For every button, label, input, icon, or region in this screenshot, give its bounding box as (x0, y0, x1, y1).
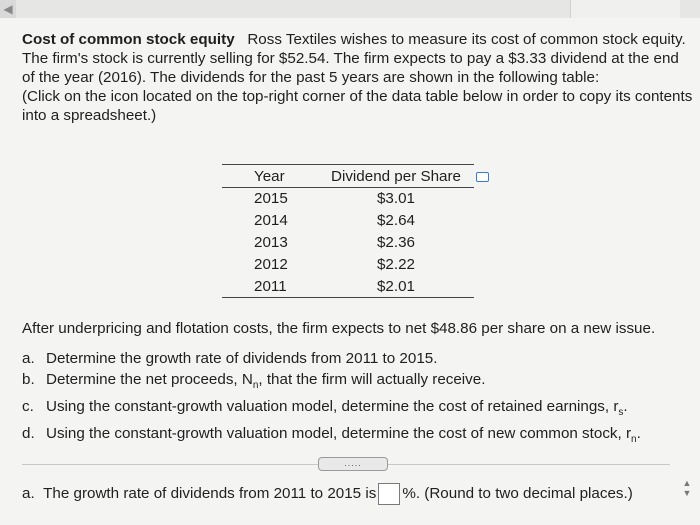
question-c (22, 396, 641, 423)
question-label: d. (22, 425, 35, 443)
answer-text-pre: The growth rate of dividends from 2011 to 2015 is (43, 485, 377, 503)
cell-dividend: $2.22 (376, 256, 415, 273)
intro-text: Ross Textiles wishes to measure its cost of common stock equity. The firm's stock is currently selling for $52.54. The firm expects to pay a $3.33 dividend at the end of the year (2016). The dividends for the past 5 years are shown in the following table: (22, 31, 686, 86)
question-a (22, 348, 641, 369)
cell-dividend: $2.36 (376, 234, 415, 251)
subscript: s (618, 407, 624, 419)
question-text: Determine the growth rate of dividends from 2011 to 2015. (46, 350, 438, 367)
subscript: n (252, 380, 259, 392)
table-header-row (222, 165, 474, 188)
dividend-table (222, 164, 474, 298)
intro-note: (Click on the icon located on the top-right corner of the data table below in order to copy its contents into a spreadsheet.) (22, 88, 693, 124)
dividend-table-wrap (222, 164, 474, 298)
cell-year: 2012 (254, 256, 288, 273)
question-d (22, 423, 641, 450)
cell-year: 2011 (222, 276, 318, 298)
question-label: a. (22, 350, 35, 367)
answer-row (22, 483, 633, 505)
cell-year: 2014 (254, 212, 288, 229)
copy-to-spreadsheet-icon[interactable] (476, 172, 489, 182)
expand-more-button[interactable]: ..... (318, 457, 388, 471)
answer-label: a. (22, 485, 35, 503)
question-text: . (623, 398, 628, 416)
question-b (22, 369, 641, 396)
header-dividend: Dividend per Share (318, 165, 474, 188)
table-row (222, 254, 474, 276)
back-arrow-icon[interactable]: ◀ (0, 0, 16, 18)
table-row (222, 188, 474, 210)
cell-year: 2015 (254, 190, 288, 208)
intro-title: Cost of common stock equity (22, 31, 235, 48)
question-label: b. (22, 371, 35, 388)
question-text: , that the firm will actually receive. (258, 371, 486, 388)
question-list (22, 348, 641, 450)
question-label: c. (22, 398, 34, 416)
question-text: . (636, 425, 641, 443)
problem-intro (22, 30, 694, 125)
header-year: Year (222, 165, 318, 188)
question-text: Determine the net proceeds, N (46, 371, 253, 388)
cell-dividend: $3.01 (376, 190, 415, 208)
question-text: Using the constant-growth valuation model, determine the cost of retained earnings, r (46, 398, 619, 416)
after-text: After underpricing and flotation costs, the firm expects to net $48.86 per share on a new issue. (22, 320, 656, 337)
table-row (222, 276, 474, 298)
table-row (222, 210, 474, 232)
question-text: Using the constant-growth valuation model, determine the cost of new common stock, r (46, 425, 632, 443)
top-bar (0, 0, 700, 18)
growth-rate-input[interactable] (378, 483, 400, 505)
top-tab (570, 0, 680, 18)
cell-dividend: $2.64 (376, 212, 415, 229)
intro-paragraph (22, 30, 694, 87)
subscript: n (631, 434, 637, 446)
cell-year: 2013 (254, 234, 288, 251)
answer-text-post: %. (Round to two decimal places.) (402, 485, 633, 503)
cell-dividend: $2.01 (318, 276, 474, 298)
table-row (222, 232, 474, 254)
scroll-arrows-icon[interactable]: ▲ ▼ (682, 478, 692, 498)
